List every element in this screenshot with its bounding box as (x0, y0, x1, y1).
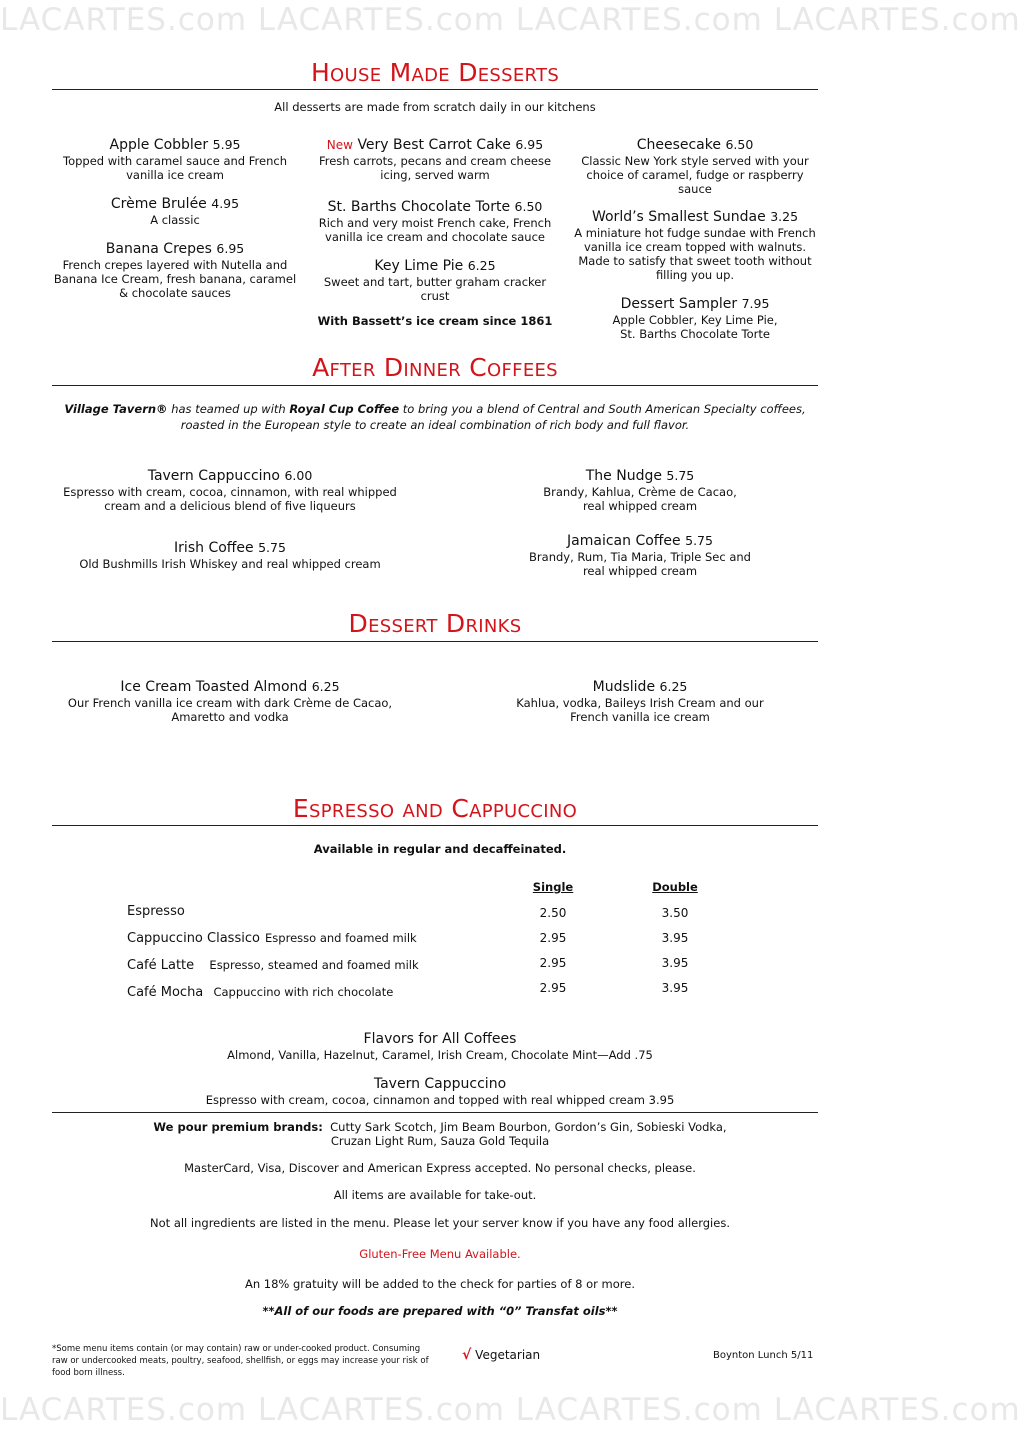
transfat-note: **All of our foods are prepared with “0” Transfat oils** (262, 1304, 618, 1318)
takeout-note: All items are available for take-out. (333, 1188, 537, 1202)
brands-list-2: Cruzan Light Rum, Sauza Gold Tequila (330, 1134, 550, 1148)
espresso-title: Espresso and Cappuccino (292, 794, 578, 823)
drink-toasted-almond (50, 678, 410, 724)
bassett-note: With Bassett’s ice cream since 1861 (317, 314, 553, 328)
dessert-carrot-cake (300, 136, 570, 182)
item-name: Key Lime Pie (374, 258, 464, 274)
row-single-price: 2.95 (539, 981, 567, 995)
item-desc: Espresso with cream, cocoa, cinnamon, with real whipped (63, 485, 397, 499)
brands-label: We pour premium brands: (153, 1120, 323, 1134)
item-price: 3.25 (770, 209, 799, 224)
item-desc: Rich and very moist French cake, French (318, 216, 552, 230)
desserts-subtitle: All desserts are made from scratch daily in our kitchens (274, 100, 596, 114)
item-name: St. Barths Chocolate Torte (327, 199, 511, 215)
gratuity-note: An 18% gratuity will be added to the check for parties of 8 or more. (244, 1277, 636, 1291)
drinks-rule (52, 641, 818, 642)
cappuccino-classico-row (127, 927, 417, 946)
item-price: 5.75 (685, 533, 713, 548)
item-name: Very Best Carrot Cake (357, 137, 511, 153)
item-desc: Kahlua, vodka, Baileys Irish Cream and our (516, 696, 764, 710)
tavern-cappuccino-block (0, 1076, 880, 1107)
location-date: Boynton Lunch 5/11 (713, 1350, 814, 1361)
item-desc: Fresh carrots, pecans and cream cheese (318, 154, 552, 168)
item-desc: French crepes layered with Nutella and (62, 258, 288, 272)
item-name: Crème Brulée (110, 196, 207, 212)
item-name: Tavern Cappuccino (147, 468, 280, 484)
item-name: Irish Coffee (174, 540, 254, 556)
dessert-key-lime-pie (300, 257, 570, 303)
row-name: Café Latte (127, 958, 195, 973)
item-name: Apple Cobbler (109, 137, 209, 153)
gluten-free-note: Gluten-Free Menu Available. (359, 1247, 521, 1261)
item-name: Dessert Sampler (620, 296, 738, 312)
premium-brands (0, 1120, 880, 1148)
vegetarian-legend (462, 1347, 540, 1363)
disclaimer (52, 1343, 429, 1379)
disclaimer-line: *Some menu items contain (or may contain) raw or under-cooked product. Consuming (52, 1344, 421, 1354)
desserts-rule (52, 89, 818, 90)
flavors-block (0, 1031, 880, 1062)
espresso-subtitle: Available in regular and decaffeinated. (313, 842, 567, 856)
row-double-price: 3.95 (661, 956, 689, 970)
espresso-row (127, 900, 185, 919)
item-desc: cream and a delicious blend of five liqueurs (104, 499, 356, 513)
dessert-chocolate-torte (300, 198, 570, 244)
item-name: Banana Crepes (105, 241, 212, 257)
item-desc: Brandy, Rum, Tia Maria, Triple Sec and (529, 550, 751, 564)
new-badge: New (326, 138, 353, 152)
vegetarian-label: Vegetarian (475, 1348, 541, 1362)
item-name: Jamaican Coffee (567, 533, 681, 549)
item-price: 6.25 (311, 679, 340, 694)
item-desc: Apple Cobbler, Key Lime Pie, (612, 313, 778, 327)
row-desc: Cappuccino with rich chocolate (213, 985, 394, 999)
item-desc: Made to satisfy that sweet tooth without (578, 254, 812, 268)
row-double-price: 3.95 (661, 981, 689, 995)
item-desc: Classic New York style served with your (581, 154, 809, 168)
row-desc: Espresso and foamed milk (265, 931, 417, 945)
coffees-title: After Dinner Coffees (312, 353, 558, 382)
dessert-banana-crepes (45, 240, 305, 300)
coffee-tavern-cappuccino (60, 467, 400, 513)
row-double-price: 3.95 (661, 931, 689, 945)
item-desc: icing, served warm (380, 168, 490, 182)
tavern-desc: Espresso with cream, cocoa, cinnamon and topped with real whipped cream 3.95 (205, 1093, 675, 1107)
footer-rule (52, 1112, 818, 1113)
dessert-sampler (565, 295, 825, 341)
item-name: Mudslide (592, 679, 656, 695)
item-price: 6.95 (216, 241, 245, 256)
item-price: 5.75 (666, 468, 695, 483)
intro-text: to bring you a blend of Central and South American Specialty coffees, (399, 402, 806, 416)
coffees-intro (0, 401, 870, 433)
item-price: 6.50 (725, 137, 754, 152)
item-desc: vanilla ice cream topped with walnuts. (583, 240, 807, 254)
cards-accepted: MasterCard, Visa, Discover and American Express accepted. No personal checks, please. (184, 1161, 696, 1175)
item-desc: Banana Ice Cream, fresh banana, caramel (53, 272, 297, 286)
allergy-note: Not all ingredients are listed in the menu. Please let your server know if you have any food allergies. (150, 1216, 730, 1230)
row-desc: Espresso, steamed and foamed milk (209, 958, 419, 972)
item-desc: Sweet and tart, butter graham cracker (323, 275, 547, 289)
row-single-price: 2.95 (539, 956, 567, 970)
item-price: 4.95 (211, 196, 240, 211)
item-name: Cheesecake (636, 137, 721, 153)
item-desc: real whipped cream (582, 564, 698, 578)
drinks-title: Dessert Drinks (348, 609, 522, 638)
row-double-price: 3.50 (661, 906, 689, 920)
row-name: Cappuccino Classico (127, 931, 260, 946)
item-desc: St. Barths Chocolate Torte (620, 327, 770, 341)
item-desc: Brandy, Kahlua, Crème de Cacao, (543, 485, 737, 499)
dessert-apple-cobbler (45, 136, 305, 182)
cafe-latte-row (127, 954, 419, 973)
brands-list: Cutty Sark Scotch, Jim Beam Bourbon, Gordon’s Gin, Sobieski Vodka, (330, 1120, 727, 1134)
dessert-creme-brulee (45, 195, 305, 227)
item-price: 6.25 (659, 679, 688, 694)
item-name: Ice Cream Toasted Almond (120, 679, 308, 695)
flavors-desc: Almond, Vanilla, Hazelnut, Caramel, Irish Cream, Chocolate Mint—Add .75 (227, 1048, 653, 1062)
item-price: 6.95 (515, 137, 544, 152)
dessert-cheesecake (565, 136, 825, 196)
brand-village-tavern: Village Tavern® (64, 402, 168, 416)
dessert-smallest-sundae (565, 208, 825, 282)
coffee-irish (60, 539, 400, 571)
intro-text: has teamed up with (167, 402, 290, 416)
brand-royal-cup: Royal Cup Coffee (289, 402, 400, 416)
item-desc: crust (420, 289, 450, 303)
item-desc: A miniature hot fudge sundae with French (574, 226, 816, 240)
item-name: World’s Smallest Sundae (591, 209, 766, 225)
item-desc: & chocolate sauces (119, 286, 231, 300)
item-desc: Amaretto and vodka (171, 710, 289, 724)
watermark-bottom: LACARTES.com LACARTES.com LACARTES.com LACARTES.com (0, 1392, 1021, 1428)
row-name: Café Mocha (127, 985, 204, 1000)
item-desc: French vanilla ice cream (570, 710, 710, 724)
espresso-rule (52, 825, 818, 826)
drink-mudslide (490, 678, 790, 724)
item-desc: sauce (678, 182, 712, 196)
vegetarian-check-icon: √ (462, 1347, 472, 1363)
item-desc: Topped with caramel sauce and French (63, 154, 287, 168)
item-desc: Old Bushmills Irish Whiskey and real whipped cream (79, 557, 381, 571)
flavors-title: Flavors for All Coffees (363, 1031, 517, 1047)
disclaimer-line: food born illness. (52, 1368, 125, 1378)
item-desc: vanilla ice cream (126, 168, 224, 182)
disclaimer-line: raw or undercooked meats, poultry, seafood, shellfish, or eggs may increase your risk of (52, 1356, 429, 1366)
item-desc: real whipped cream (582, 499, 698, 513)
tavern-title: Tavern Cappuccino (373, 1076, 507, 1092)
row-name: Espresso (127, 904, 185, 919)
item-desc: choice of caramel, fudge or raspberry (586, 168, 804, 182)
intro-line2: roasted in the European style to create an ideal combination of rich body and full flavor. (180, 418, 690, 432)
row-single-price: 2.50 (539, 906, 567, 920)
item-desc: Our French vanilla ice cream with dark Crème de Cacao, (67, 696, 393, 710)
cafe-mocha-row (127, 981, 393, 1000)
item-desc: filling you up. (655, 268, 735, 282)
item-price: 6.00 (284, 468, 313, 483)
item-price: 5.95 (212, 137, 241, 152)
item-name: The Nudge (585, 468, 662, 484)
item-price: 6.50 (514, 199, 543, 214)
col-double-header: Double (652, 880, 698, 894)
coffees-rule (52, 385, 818, 386)
item-price: 6.25 (467, 258, 496, 273)
col-single-header: Single (532, 880, 574, 894)
watermark-top: LACARTES.com LACARTES.com LACARTES.com LACARTES.com (0, 2, 1021, 38)
item-desc: vanilla ice cream and chocolate sauce (325, 230, 545, 244)
coffee-nudge (490, 467, 790, 513)
row-single-price: 2.95 (539, 931, 567, 945)
item-price: 7.95 (741, 296, 770, 311)
item-desc: A classic (150, 213, 200, 227)
item-price: 5.75 (258, 540, 286, 555)
desserts-title: House Made Desserts (310, 58, 560, 87)
coffee-jamaican (490, 532, 790, 578)
